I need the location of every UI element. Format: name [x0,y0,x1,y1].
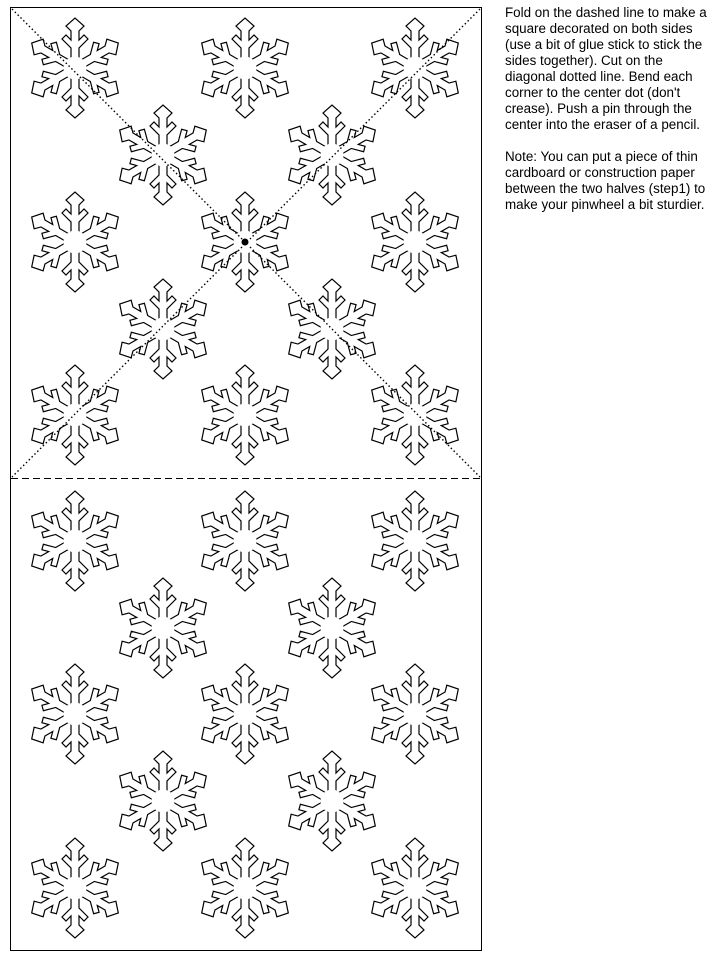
instructions-steps: Fold on the dashed line to make a square decorated on both sides (use a bit of glue stick to stick the sides together). Cut on the diagonal dotted line. Bend each corner to the center dot (don't crease). Push a pin through the center into the eraser of a pencil. [505,5,707,132]
center-dot [242,239,249,246]
instructions-panel [505,5,715,213]
instructions-note: Note: You can put a piece of thin cardboard or construction paper between the two halves (step1) to make your pinwheel a bit sturdier. [505,149,706,212]
